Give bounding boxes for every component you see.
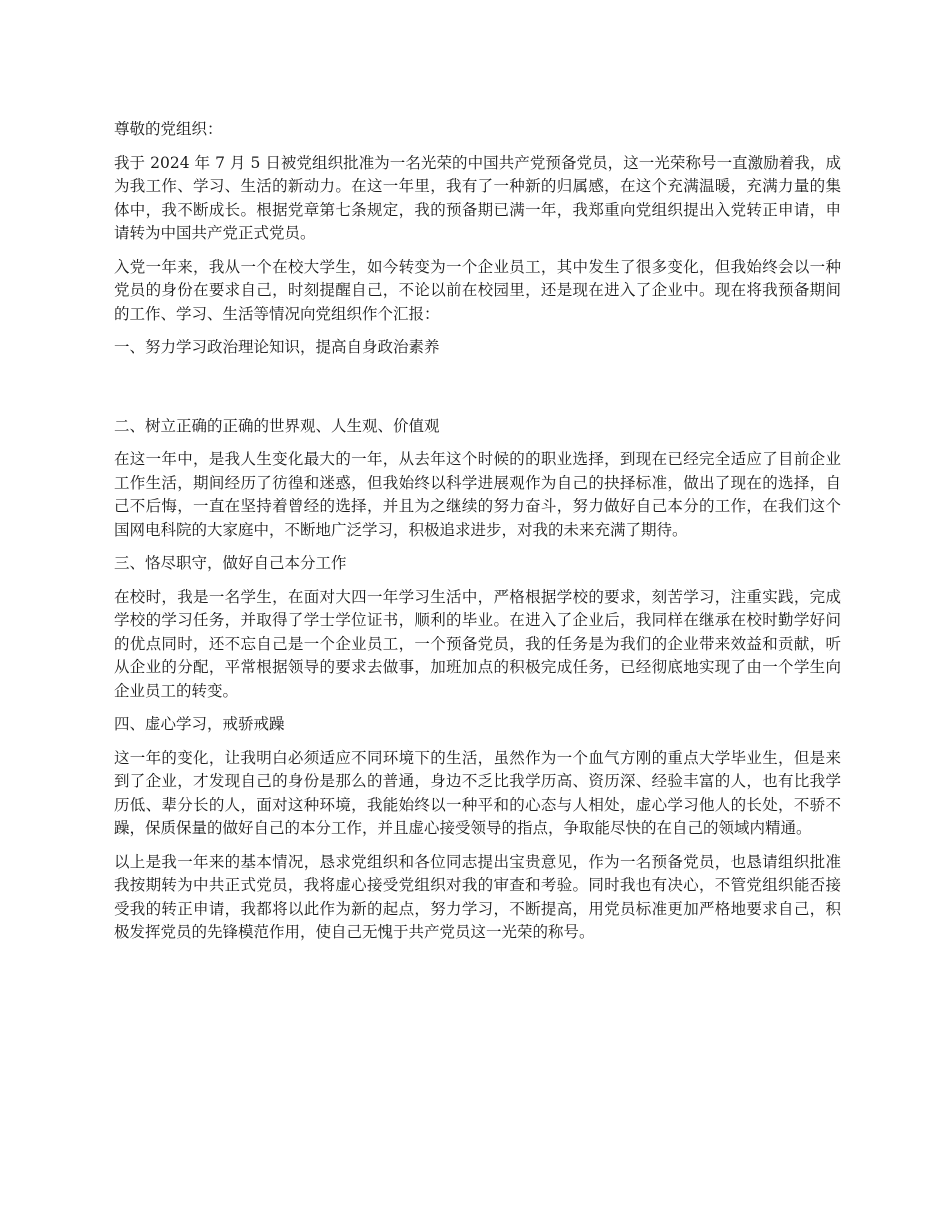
closing-paragraph: 以上是我一年来的基本情况，恳求党组织和各位同志提出宝贵意见，作为一名预备党员，也恳请组织批准我按期转为中共正式党员，我将虚心接受党组织对我的审查和考验。同时我也有决心，不管党组织能否接受我的转正申请，我都将以此作为新的起点，努力学习，不断提高，用党员标准更加严格地要求自己，积极发挥党员的先锋模范作用，使自己无愧于共产党员这一光荣的称号。 — [114, 852, 841, 941]
section-2-heading: 二、树立正确的正确的世界观、人生观、价值观 — [114, 416, 440, 435]
salutation: 尊敬的党组织： — [114, 120, 223, 138]
intro-paragraph-2: 入党一年来，我从一个在校大学生，如今转变为一个企业员工，其中发生了很多变化，但我始终会以一种党员的身份在要求自己，时刻提醒自己，不论以前在校园里，还是现在进入了企业中。现在将我预备期间的工作、学习、生活等情况向党组织作个汇报： — [114, 257, 841, 323]
section-4-paragraph: 这一年的变化，让我明白必须适应不同环境下的生活，虽然作为一个血气方刚的重点大学毕业生，但是来到了企业，才发现自己的身份是那么的普通，身边不乏比我学历高、资历深、经验丰富的人，也有比我学历低、辈分长的人，面对这种环境，我能始终以一种平和的心态与人相处，虚心学习他人的长处，不骄不躁，保质保量的做好自己的本分工作，并且虚心接受领导的指点，争取能尽快的在自己的领域内精通。 — [114, 748, 841, 837]
section-3-paragraph: 在校时，我是一名学生，在面对大四一年学习生活中，严格根据学校的要求，刻苦学习，注重实践，完成学校的学习任务，并取得了学士学位证书，顺利的毕业。在进入了企业后，我同样在继承在校时勤学好问的优点同时，还不忘自己是一个企业员工，一个预备党员，我的任务是为我们的企业带来效益和贡献，听从企业的分配，平常根据领导的要求去做事，加班加点的积极完成任务，已经彻底地实现了由一个学生向企业员工的转变。 — [114, 587, 841, 700]
section-1-blank-space — [114, 370, 841, 415]
document-body — [114, 118, 841, 955]
intro-paragraph-1: 我于 2024 年 7 月 5 日被党组织批准为一名光荣的中国共产党预备党员，这一光荣称号一直激励着我，成为我工作、学习、生活的新动力。在这一年里，我有了一种新的归属感，在这个充满温暖，充满力量的集体中，我不断成长。根据党章第七条规定，我的预备期已满一年，我郑重向党组织提出入党转正申请，申请转为中国共产党正式党员。 — [114, 153, 841, 242]
section-4-heading: 四、虚心学习，戒骄戒躁 — [114, 715, 285, 733]
section-1-heading: 一、努力学习政治理论知识，提高自身政治素养 — [114, 338, 440, 356]
section-3-heading: 三、恪尽职守，做好自己本分工作 — [114, 554, 347, 572]
section-2-paragraph: 在这一年中，是我人生变化最大的一年，从去年这个时候的的职业选择，到现在已经完全适应了目前企业工作生活，期间经历了彷徨和迷惑，但我始终以科学进展观作为自己的抉择标准，做出了现在的选择，自己不后悔，一直在坚持着曾经的选择，并且为之继续的努力奋斗，努力做好自己本分的工作，在我们这个国网电科院的大家庭中，不断地广泛学习，积极追求进步，对我的未来充满了期待。 — [114, 450, 841, 539]
